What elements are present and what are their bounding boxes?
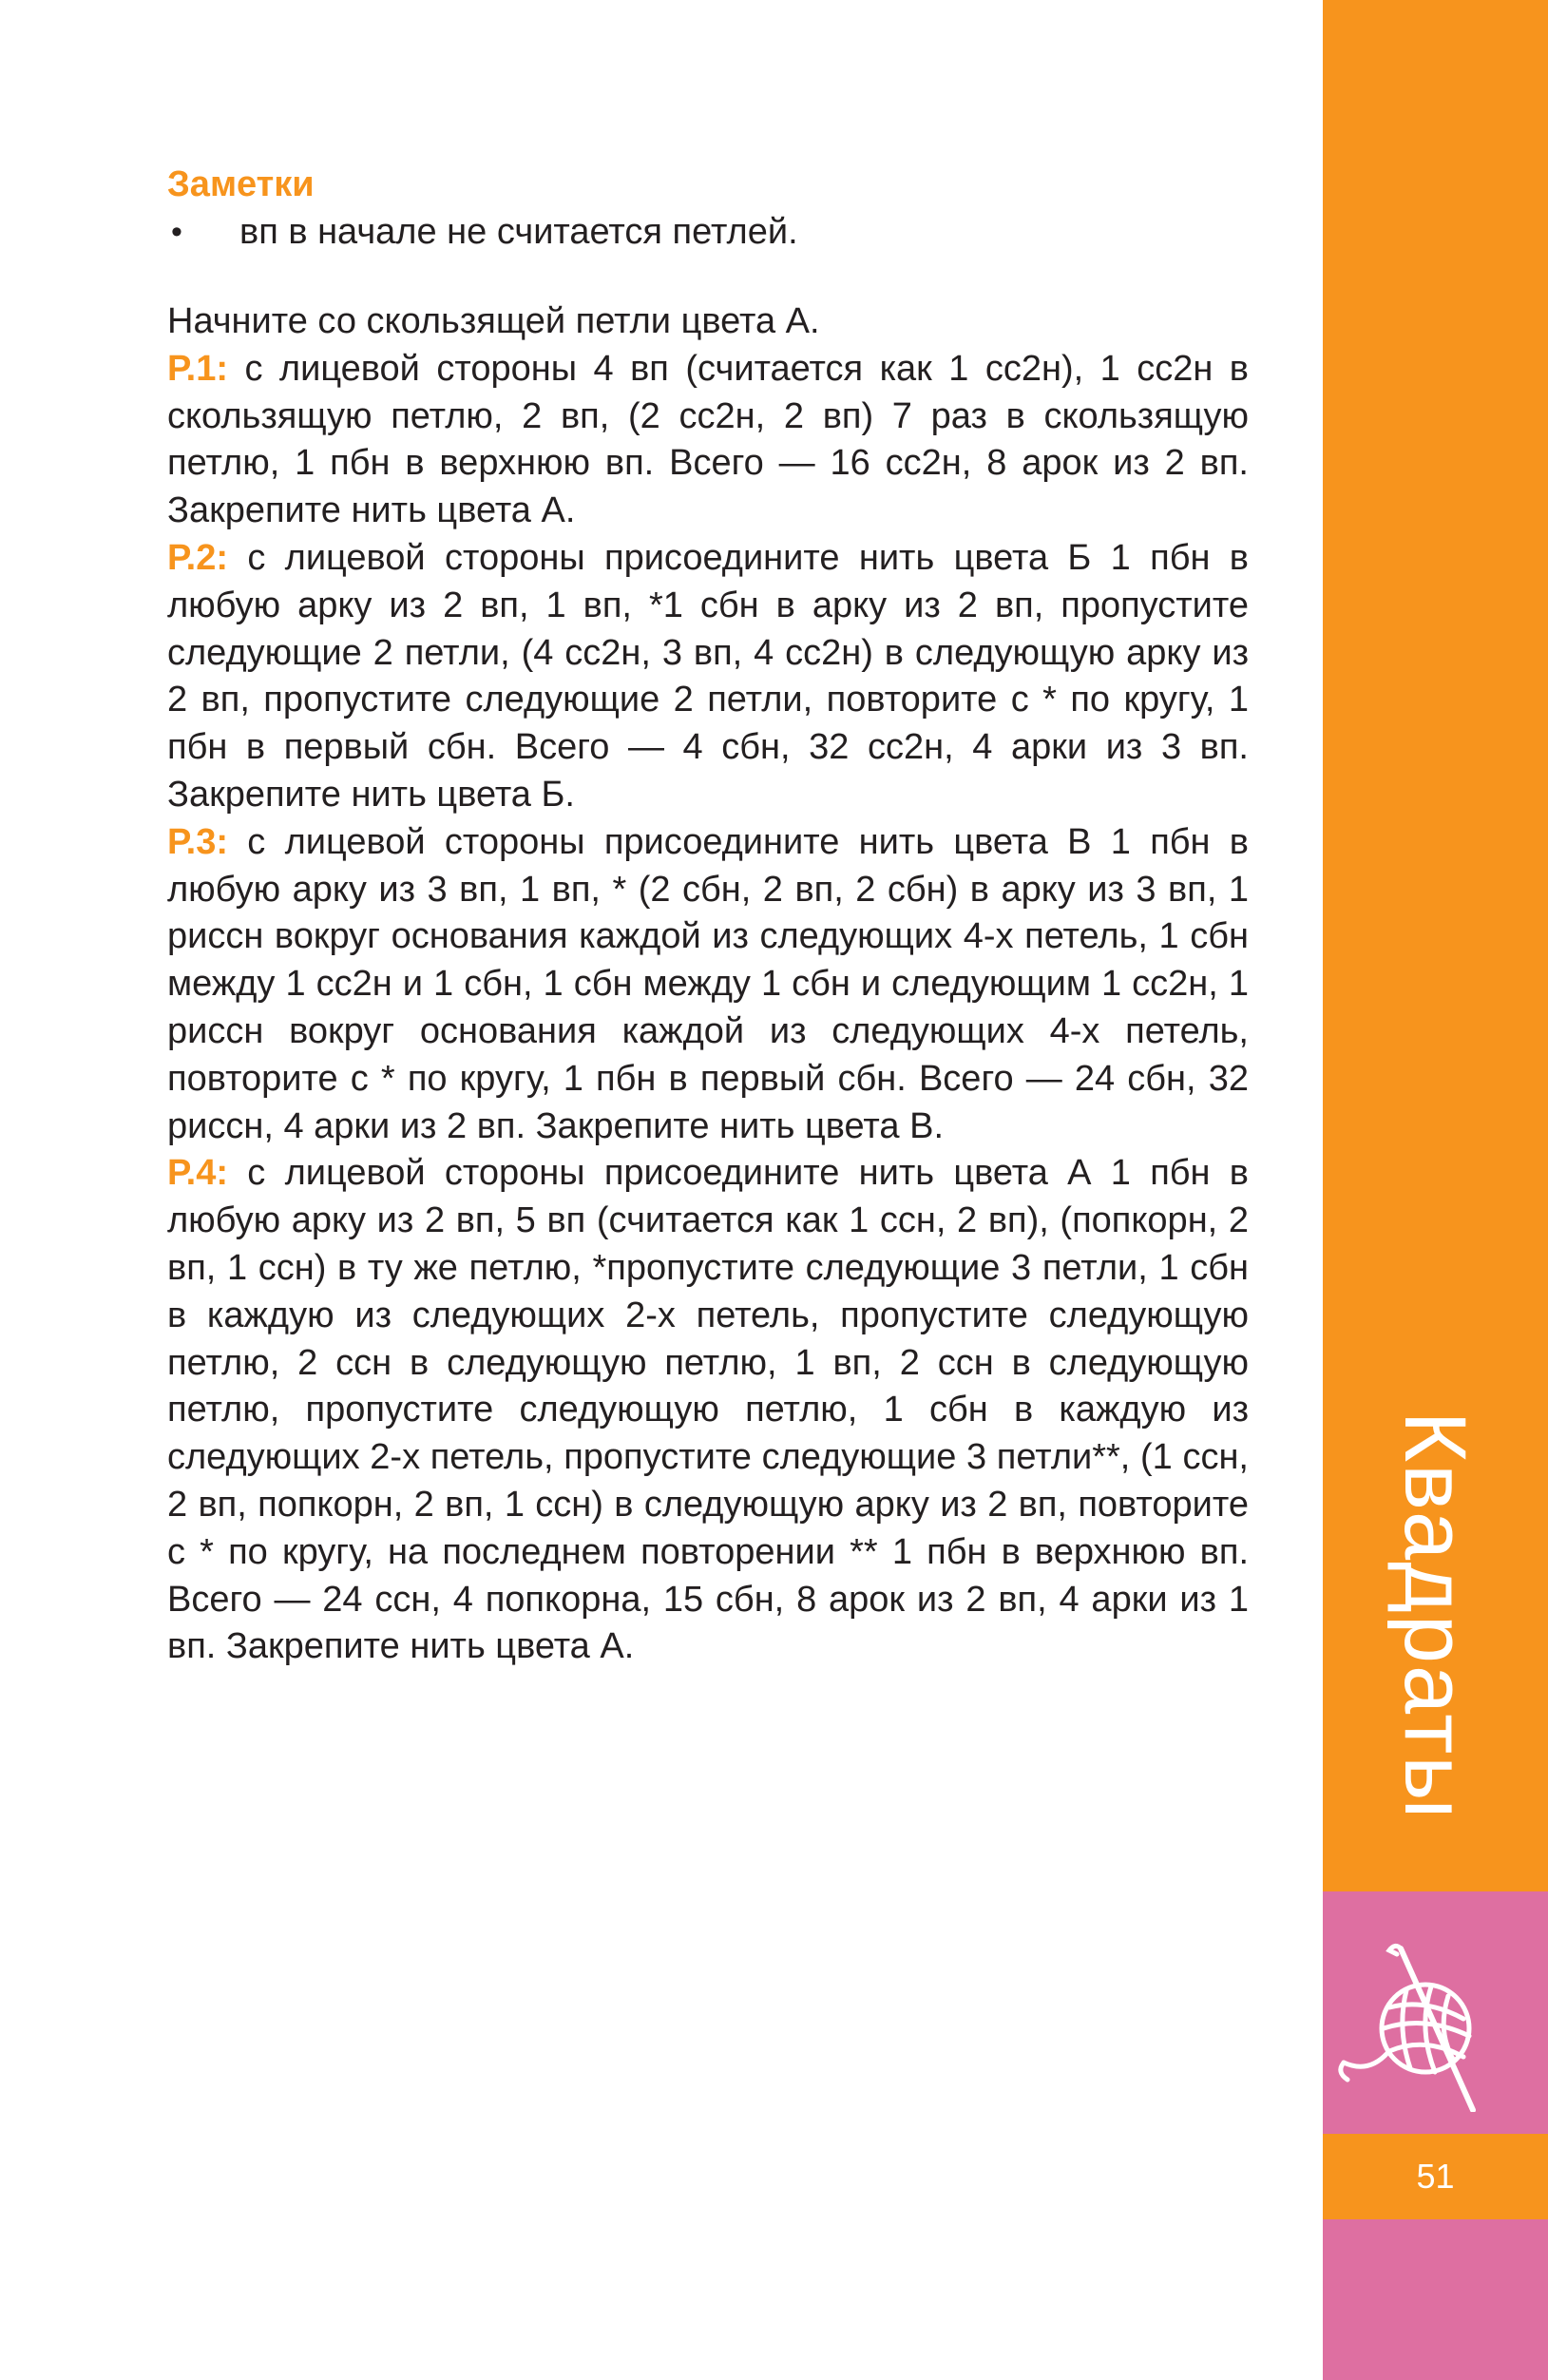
notes-heading: Заметки (167, 164, 315, 204)
row-instruction-2 (167, 535, 1249, 819)
intro-text: Начните со скользящей петли цвета А. (167, 301, 820, 341)
page-number: 51 (1416, 2157, 1455, 2196)
row-text: с лицевой стороны присоедините нить цвета В 1 пбн в любую арку из 3 вп, 1 вп, * (2 сбн, 2 вп, 2 сбн) в арку из 3 вп, 1 риссн вокруг основания каждой из следующих 4-х петель, 1 сбн между 1 сс2н и 1 сбн, 1 сбн между 1 сбн и следующим 1 сс2н, 1 риссн вокруг основания каждой из следующих 4-х петель, повторите с * по кругу, 1 пбн в первый сбн. Всего — 24 сбн, 32 риссн, 4 арки из 2 вп. Закрепите нить цвета В. (167, 821, 1249, 1146)
row-label: Р.3: (167, 821, 228, 862)
row-text: с лицевой стороны 4 вп (считается как 1 сс2н), 1 сс2н в скользящую петлю, 2 вп, (2 сс2н, 2 вп) 7 раз в скользящую петлю, 1 пбн в верхнюю вп. Всего — 16 сс2н, 8 арок из 2 вп. Закрепите нить цвета А. (167, 348, 1249, 531)
row-instruction-1 (167, 346, 1249, 535)
row-label: Р.2: (167, 537, 228, 578)
row-instruction-4 (167, 1150, 1249, 1671)
row-instruction-3 (167, 819, 1249, 1151)
sidebar-tab-pink-bottom (1323, 2219, 1548, 2380)
row-label: Р.1: (167, 348, 228, 389)
section-title: Квадраты (1386, 1411, 1483, 1821)
yarn-ball-crochet-hook-icon (1330, 1941, 1501, 2112)
row-text: с лицевой стороны присоедините нить цвета А 1 пбн в любую арку из 2 вп, 5 вп (считается как 1 ссн, 2 вп), (попкорн, 2 вп, 1 ссн) в ту же петлю, *пропустите следующие 3 петли, 1 сбн в каждую из следующих 2-х петель, пропустите следующую петлю, 2 ссн в следующую петлю, 1 вп, 2 ссн в следующую петлю, пропустите следующую петлю, 1 сбн в каждую из следующих 2-х петель, пропустите следующие 3 петли**, (1 ссн, 2 вп, попкорн, 2 вп, 1 ссн) в следующую арку из 2 вп, повторите с * по кругу, на последнем повторении ** 1 пбн в верхнюю вп. Всего — 24 ссн, 4 попкорна, 15 сбн, 8 арок из 2 вп, 4 арки из 1 вп. Закрепите нить цвета А. (167, 1153, 1249, 1667)
row-text: с лицевой стороны присоедините нить цвета Б 1 пбн в любую арку из 2 вп, 1 вп, *1 сбн в арку из 2 вп, пропустите следующие 2 петли, (4 сс2н, 3 вп, 4 сс2н) в следующую арку из 2 вп, пропустите следующие 2 петли, повторите с * по кругу, 1 пбн в первый сбн. Всего — 4 сбн, 32 сс2н, 4 арки из 3 вп. Закрепите нить цвета Б. (167, 537, 1249, 815)
notes-item-text: вп в начале не считается петлей. (239, 212, 798, 252)
page-content (167, 163, 1249, 1671)
bullet-glyph: • (171, 214, 182, 250)
notes-item (167, 205, 1249, 255)
row-label: Р.4: (167, 1153, 228, 1194)
